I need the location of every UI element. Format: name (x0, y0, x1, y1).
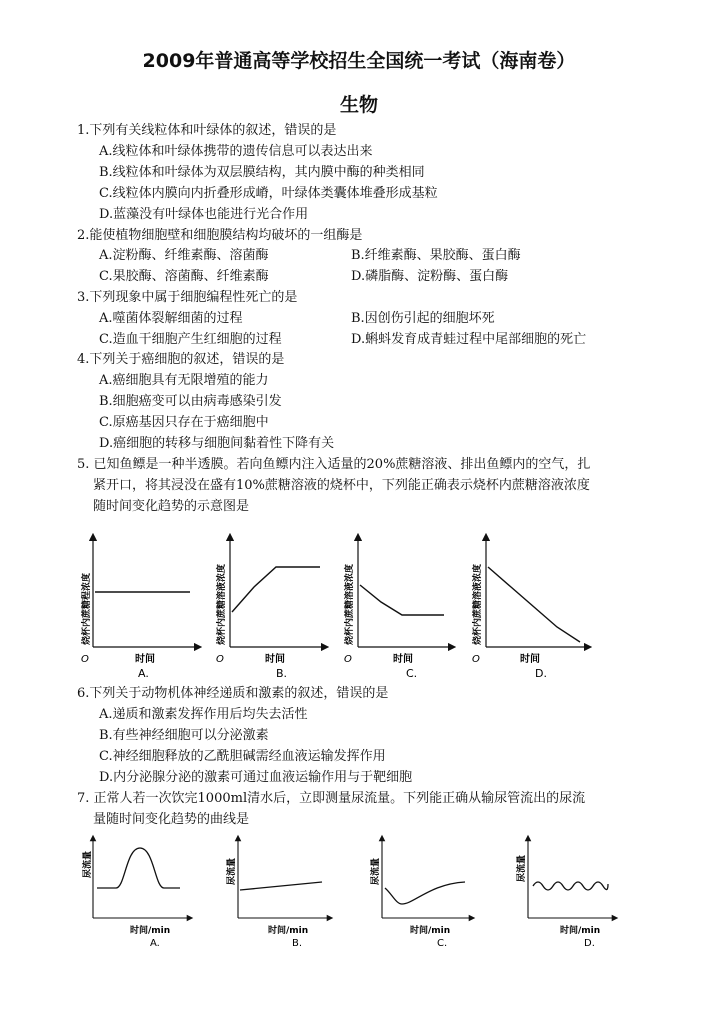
q7c-ylabel: 尿流量 (371, 857, 381, 885)
q4-option-b: B.细胞癌变可以由病毒感染引发 (99, 394, 282, 409)
q7c-panel-label: C. (437, 938, 448, 949)
q3-option-a: A.噬菌体裂解细菌的过程 (99, 311, 243, 326)
q7c-xlabel: 时间/min (410, 926, 451, 936)
q1-option-d: D.蓝藻没有叶绿体也能进行光合作用 (99, 207, 309, 222)
q1-option-a: A.线粒体和叶绿体携带的遗传信息可以表达出来 (99, 144, 373, 159)
q7b-ylabel: 尿流量 (227, 857, 237, 885)
q5d-panel-label: D. (535, 667, 547, 680)
q7b-curve (240, 882, 322, 890)
q7a-curve (97, 848, 180, 888)
q5-chart-c (343, 537, 452, 680)
question-1-stem: 1.下列有关线粒体和叶绿体的叙述，错误的是 (77, 123, 337, 138)
q7d-panel-label: D. (584, 938, 595, 949)
q6-option-a: A.递质和激素发挥作用后均失去活性 (99, 707, 308, 722)
q5b-ylabel: 烧杯内蔗糖溶液浓度 (217, 563, 227, 645)
q7a-panel-label: A. (150, 938, 160, 949)
q5a-xlabel: 时间 (135, 654, 155, 665)
question-2-stem: 2.能使植物细胞壁和细胞膜结构均破坏的一组酶是 (77, 228, 363, 243)
question-6-stem: 6.下列关于动物机体神经递质和激素的叙述，错误的是 (77, 686, 389, 701)
q7-chart-a (81, 838, 190, 949)
q3-option-d: D.蝌蚪发育成青蛙过程中尾部细胞的死亡 (351, 332, 587, 347)
q4-option-d: D.癌细胞的转移与细胞间黏着性下降有关 (99, 436, 335, 451)
q3-option-b: B.因创伤引起的细胞坏死 (351, 311, 495, 326)
q1-option-c: C.线粒体内膜向内折叠形成嵴，叶绿体类囊体堆叠形成基粒 (99, 186, 438, 201)
q4-option-c: C.原癌基因只存在于癌细胞中 (99, 415, 269, 430)
q7-chart-b (225, 838, 330, 949)
q7d-curve (533, 882, 608, 890)
q5c-ylabel: 烧杯内蔗糖溶液浓度 (345, 563, 355, 645)
q7b-xlabel: 时间/min (268, 926, 309, 936)
q5c-panel-label: C. (406, 667, 418, 680)
q6-option-b: B.有些神经细胞可以分泌激素 (99, 728, 269, 743)
q5-chart-b (215, 537, 325, 680)
q5c-curve (360, 585, 444, 615)
q7c-curve (385, 882, 465, 904)
q5a-ylabel: 烧杯内蔗糖程浓度 (82, 572, 92, 645)
q7-chart-c (369, 838, 472, 949)
q5-chart-a (80, 537, 198, 680)
question-5-charts (0, 515, 718, 685)
q5d-curve (488, 567, 580, 642)
q5b-curve (232, 567, 320, 612)
question-7-charts (0, 830, 718, 960)
q5a-origin: O (81, 654, 89, 665)
q5b-panel-label: B. (276, 667, 288, 680)
q5d-ylabel: 烧杯内蔗糖溶液浓度 (473, 563, 483, 645)
question-3-stem: 3.下列现象中属于细胞编程性死亡的是 (77, 290, 298, 305)
q5c-xlabel: 时间 (393, 654, 413, 665)
question-7-stem-line-2: 量随时间变化趋势的曲线是 (93, 812, 250, 827)
q2-option-d: D.磷脂酶、淀粉酶、蛋白酶 (351, 269, 509, 284)
q2-option-a: A.淀粉酶、纤维素酶、溶菌酶 (99, 248, 269, 263)
question-5-stem-line-1: 5. 已知鱼鳔是一种半透膜。若向鱼鳔内注入适量的20%蔗糖溶液、排出鱼鳔内的空气，扎 (77, 457, 591, 472)
q5d-origin: O (472, 654, 480, 665)
q5a-panel-label: A. (138, 667, 149, 680)
q2-option-b: B.纤维素酶、果胶酶、蛋白酶 (351, 248, 521, 263)
q2-option-c: C.果胶酶、溶菌酶、纤维素酶 (99, 269, 269, 284)
exam-title: 2009年普通高等学校招生全国统一考试（海南卷） (142, 50, 576, 72)
q1-option-b: B.线粒体和叶绿体为双层膜结构，其内膜中酶的种类相同 (99, 165, 425, 180)
q7d-xlabel: 时间/min (560, 926, 601, 936)
q5c-origin: O (344, 654, 352, 665)
q7b-panel-label: B. (292, 938, 303, 949)
q7d-ylabel: 尿流量 (517, 854, 527, 882)
q3-option-c: C.造血干细胞产生红细胞的过程 (99, 332, 282, 347)
q7-chart-d (515, 838, 615, 949)
q6-option-d: D.内分泌腺分泌的激素可通过血液运输作用与于靶细胞 (99, 770, 413, 785)
q5d-xlabel: 时间 (520, 654, 540, 665)
q5b-origin: O (216, 654, 224, 665)
question-7-stem-line-1: 7. 正常人若一次饮完1000ml清水后，立即测量尿流量。下列能正确从输尿管流出的尿流 (77, 791, 586, 806)
q4-option-a: A.癌细胞具有无限增殖的能力 (99, 373, 269, 388)
q5-chart-d (471, 537, 588, 680)
question-5-stem-line-3: 随时间变化趋势的示意图是 (93, 499, 250, 514)
q7a-xlabel: 时间/min (130, 926, 171, 936)
question-5-stem-line-2: 紧开口，将其浸没在盛有10%蔗糖溶液的烧杯中，下列能正确表示烧杯内蔗糖溶液浓度 (93, 478, 590, 493)
question-4-stem: 4.下列关于癌细胞的叙述，错误的是 (77, 352, 285, 367)
subject-title: 生物 (339, 94, 378, 116)
q7a-ylabel: 尿流量 (83, 850, 93, 878)
q6-option-c: C.神经细胞释放的乙酰胆碱需经血液运输发挥作用 (99, 749, 386, 764)
q5b-xlabel: 时间 (265, 654, 285, 665)
